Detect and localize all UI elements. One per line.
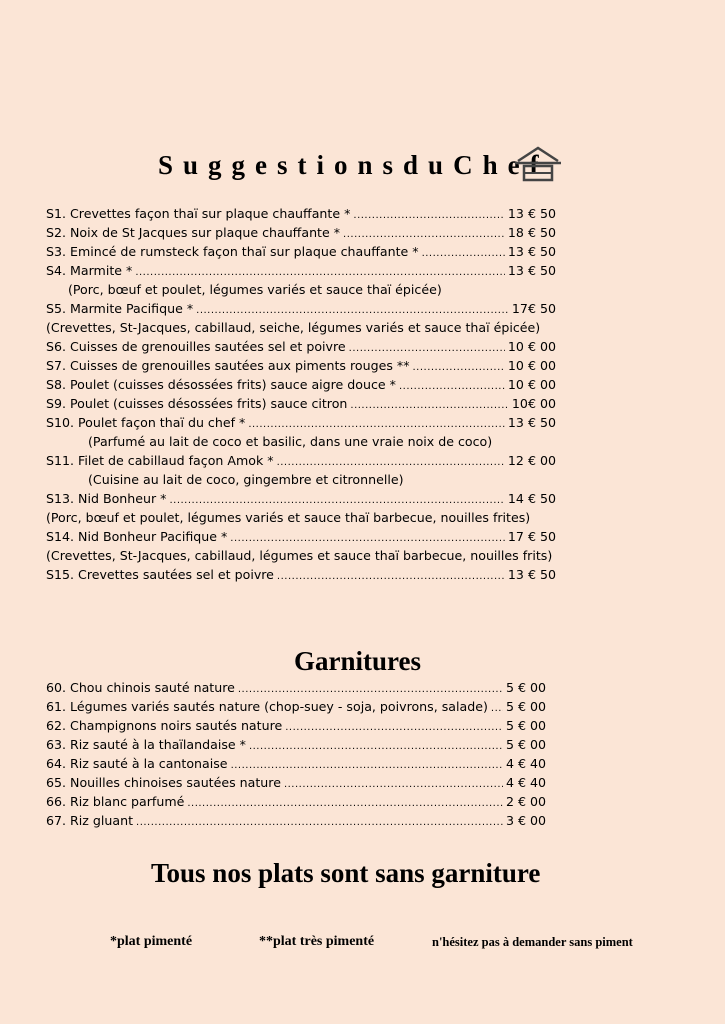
dot-leader: [231, 758, 503, 774]
menu-item-price: 10 € 00: [507, 358, 556, 373]
menu-item: [46, 244, 556, 260]
dot-leader: [412, 360, 504, 376]
item-description: (Porc, bœuf et poulet, légumes variés et sauce thaï épicée): [68, 282, 442, 297]
menu-item-label: 67. Riz gluant: [46, 813, 134, 828]
menu-item-price: 4 € 40: [505, 775, 546, 790]
dot-leader: [284, 777, 503, 793]
menu-item-label: S6. Cuisses de grenouilles sautées sel et poivre: [46, 339, 346, 354]
menu-item-label: 64. Riz sauté à la cantonaise: [46, 756, 228, 771]
menu-item-price: 4 € 40: [505, 756, 546, 771]
menu-item: [46, 813, 546, 829]
dot-leader: [135, 265, 505, 281]
menu-item: [46, 529, 556, 545]
dot-leader: [349, 341, 505, 357]
menu-item-price: 12 € 00: [507, 453, 556, 468]
menu-item-label: 66. Riz blanc parfumé: [46, 794, 185, 809]
garnitures-title: Garnitures: [294, 646, 421, 676]
menu-item: [46, 737, 546, 753]
dot-leader: [248, 417, 505, 433]
menu-item-label: S2. Noix de St Jacques sur plaque chauffante *: [46, 225, 341, 240]
menu-item-price: 17€ 50: [511, 301, 556, 316]
menu-item-price: 10 € 00: [507, 339, 556, 354]
dot-leader: [249, 739, 503, 755]
menu-item-label: S7. Cuisses de grenouilles sautées aux piments rouges **: [46, 358, 410, 373]
menu-item-price: 13 € 50: [507, 206, 556, 221]
item-description: (Crevettes, St-Jacques, cabillaud, seiche, légumes variés et sauce thaï épicée): [46, 320, 541, 335]
menu-item-label: S5. Marmite Pacifique *: [46, 301, 194, 316]
dot-leader: [230, 531, 505, 547]
menu-item: [46, 775, 546, 791]
dot-leader: [491, 701, 503, 717]
item-description: (Porc, bœuf et poulet, légumes variés et sauce thaï barbecue, nouilles frites): [46, 510, 531, 525]
menu-item-label: 62. Champignons noirs sautés nature: [46, 718, 283, 733]
house-icon: [512, 145, 564, 183]
dot-leader: [169, 493, 504, 509]
menu-item-price: 5 € 00: [505, 699, 546, 714]
menu-item: [46, 794, 546, 810]
dot-leader: [399, 379, 505, 395]
menu-item-price: 5 € 00: [505, 718, 546, 733]
menu-item-label: 63. Riz sauté à la thaïlandaise *: [46, 737, 246, 752]
dot-leader: [277, 569, 505, 585]
menu-item: [46, 718, 546, 734]
menu-item: [46, 206, 556, 222]
menu-item-price: 13 € 50: [507, 567, 556, 582]
dot-leader: [277, 455, 505, 471]
item-description: (Parfumé au lait de coco et basilic, dans une vraie noix de coco): [88, 434, 493, 449]
menu-item: [46, 415, 556, 431]
menu-item: [46, 453, 556, 469]
chef-suggestions-title: SuggestionsduChef: [158, 150, 549, 180]
no-spice-legend: n'hésitez pas à demander sans piment: [432, 935, 633, 949]
menu-item-price: 18 € 50: [507, 225, 556, 240]
menu-item-label: 65. Nouilles chinoises sautées nature: [46, 775, 281, 790]
menu-item-price: 5 € 00: [505, 737, 546, 752]
item-description: (Crevettes, St-Jacques, cabillaud, légumes et sauce thaï barbecue, nouilles frits): [46, 548, 553, 563]
no-garnish-notice: Tous nos plats sont sans garniture: [151, 858, 541, 888]
dot-leader: [350, 398, 509, 414]
menu-item-label: S14. Nid Bonheur Pacifique *: [46, 529, 228, 544]
dot-leader: [353, 208, 505, 224]
menu-item-label: S10. Poulet façon thaï du chef *: [46, 415, 246, 430]
dot-leader: [187, 796, 503, 812]
menu-item-label: S1. Crevettes façon thaï sur plaque chauffante *: [46, 206, 351, 221]
dot-leader: [422, 246, 505, 262]
menu-item-price: 2 € 00: [505, 794, 546, 809]
menu-item: [46, 301, 556, 317]
menu-item-label: S4. Marmite *: [46, 263, 133, 278]
menu-item: [46, 756, 546, 772]
menu-item-label: S3. Emincé de rumsteck façon thaï sur plaque chauffante *: [46, 244, 419, 259]
menu-item-price: 10€ 00: [511, 396, 556, 411]
menu-item-price: 10 € 00: [507, 377, 556, 392]
menu-item: [46, 699, 546, 715]
dot-leader: [285, 720, 503, 736]
menu-item-label: 61. Légumes variés sautés nature (chop-suey - soja, poivrons, salade): [46, 699, 488, 714]
menu-item-price: 13 € 50: [507, 244, 556, 259]
very-spicy-legend: **plat très pimenté: [259, 934, 375, 949]
menu-item-price: 5 € 00: [505, 680, 546, 695]
menu-item-price: 3 € 00: [505, 813, 546, 828]
menu-item: [46, 377, 556, 393]
menu-item-label: S8. Poulet (cuisses désossées frits) sauce aigre douce *: [46, 377, 396, 392]
menu-item-label: 60. Chou chinois sauté nature: [46, 680, 235, 695]
menu-item-label: S15. Crevettes sautées sel et poivre: [46, 567, 274, 582]
menu-item-price: 14 € 50: [507, 491, 556, 506]
item-description: (Cuisine au lait de coco, gingembre et citronnelle): [88, 472, 404, 487]
menu-item-price: 13 € 50: [507, 415, 556, 430]
menu-item-label: S9. Poulet (cuisses désossées frits) sauce citron: [46, 396, 348, 411]
menu-item: [46, 263, 556, 279]
spicy-legend: *plat pimenté: [110, 934, 193, 949]
menu-item-label: S11. Filet de cabillaud façon Amok *: [46, 453, 274, 468]
menu-item: [46, 396, 556, 412]
menu-item: [46, 680, 546, 696]
dot-leader: [343, 227, 505, 243]
menu-item-price: 13 € 50: [507, 263, 556, 278]
menu-item: [46, 339, 556, 355]
menu-item-label: S13. Nid Bonheur *: [46, 491, 167, 506]
menu-item: [46, 567, 556, 583]
dot-leader: [238, 682, 503, 698]
menu-item: [46, 491, 556, 507]
dot-leader: [196, 303, 509, 319]
menu-item: [46, 225, 556, 241]
dot-leader: [136, 815, 503, 831]
menu-item-price: 17 € 50: [507, 529, 556, 544]
menu-item: [46, 358, 556, 374]
